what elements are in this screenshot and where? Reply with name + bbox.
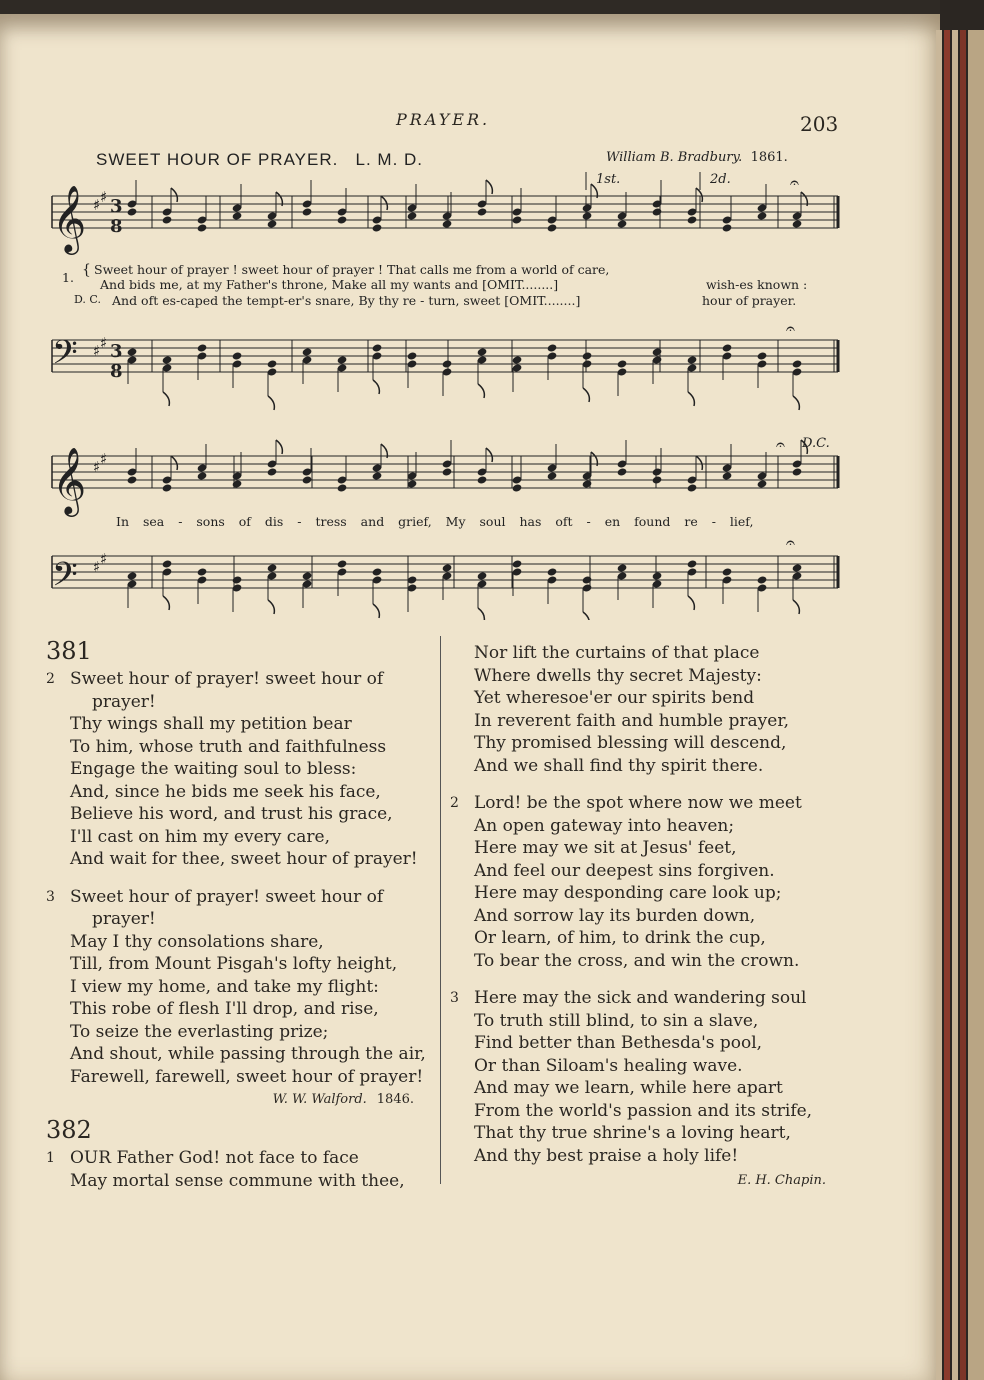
note-head	[792, 219, 803, 228]
note-head	[197, 471, 208, 480]
note-head	[512, 559, 523, 568]
note-head	[512, 483, 523, 492]
note-flag	[696, 188, 702, 202]
stanza	[450, 792, 840, 972]
note-head	[267, 359, 278, 368]
note-head	[617, 467, 628, 476]
note-flag	[688, 392, 694, 406]
stanza	[46, 668, 436, 871]
key-sharp-icon: ♯	[100, 334, 108, 352]
note-head	[582, 479, 593, 488]
note-head	[582, 211, 593, 220]
note-head	[617, 219, 628, 228]
note-head	[372, 471, 383, 480]
note-head	[512, 355, 523, 364]
note-head	[547, 343, 558, 352]
note-flag	[381, 196, 387, 210]
note-head	[617, 563, 628, 572]
note-head	[722, 567, 733, 576]
note-flag	[163, 392, 169, 406]
staff-lines	[52, 196, 838, 588]
note-head	[232, 479, 243, 488]
key-sharp-icon: ♯	[100, 550, 108, 568]
lyric-line: And bids me, at my Father's throne, Make all my wants and [OMIT........]	[100, 277, 559, 292]
dc-label: D. C.	[74, 293, 101, 306]
note-flag	[163, 596, 169, 610]
key-sharp-icon: ♯	[93, 196, 101, 214]
verse-line: Or learn, of him, to drink the cup,	[474, 928, 766, 948]
stanza-number: 2	[46, 671, 55, 687]
tune-meter: L. M. D.	[355, 150, 424, 169]
lyric-line-end: wish-es known :	[706, 277, 808, 292]
note-head	[512, 215, 523, 224]
note-head	[757, 479, 768, 488]
hymn-number: 381	[46, 637, 92, 665]
note-head	[547, 471, 558, 480]
note-flag	[801, 440, 807, 454]
verse-line: And, since he bids me seek his face,	[70, 781, 381, 802]
page-edge	[968, 30, 984, 1380]
verse-line: Find better than Bethesda's pool,	[474, 1033, 763, 1053]
note-head	[267, 563, 278, 572]
note-flag	[373, 380, 379, 394]
verse-line: This robe of flesh I'll drop, and rise,	[70, 999, 379, 1019]
verse-line: prayer!	[92, 691, 156, 712]
verse-line: To seize the everlasting prize;	[70, 1021, 329, 1042]
note-head	[232, 211, 243, 220]
hymn-number: 382	[46, 1116, 92, 1144]
verse-line: Here may desponding care look up;	[474, 883, 782, 903]
note-head	[722, 471, 733, 480]
fermata-icon: 𝄐	[776, 435, 785, 454]
verse-line: An open gateway into heaven;	[474, 815, 735, 836]
verse-line: Here may we sit at Jesus' feet,	[474, 838, 737, 858]
note-head	[302, 207, 313, 216]
verse-line: To bear the cross, and win the crown.	[474, 950, 800, 971]
verse-line: Yet wheresoe'er our spirits bend	[474, 688, 755, 708]
note-head	[582, 351, 593, 360]
note-head	[372, 223, 383, 232]
clefs	[52, 172, 799, 602]
note-head	[127, 475, 138, 484]
note-head	[337, 559, 348, 568]
stanza-number: 1	[46, 1150, 55, 1166]
left-column	[46, 636, 436, 1207]
verse-line: And we shall find thy spirit there.	[474, 755, 764, 776]
verse-line: I'll cast on him my every care,	[70, 826, 331, 847]
verse-line: Here may the sick and wandering soul	[474, 988, 807, 1008]
verse-line: And may we learn, while here apart	[474, 1078, 783, 1098]
note-flag	[486, 448, 492, 462]
note-head	[792, 563, 803, 572]
section-title: PRAYER.	[396, 110, 491, 129]
page-number: 203	[800, 112, 839, 136]
stanza-number: 3	[46, 888, 55, 905]
note-head	[687, 559, 698, 568]
note-head	[477, 475, 488, 484]
notes	[127, 180, 808, 620]
bass-clef-icon: 𝄢	[52, 334, 78, 380]
page-edge	[952, 30, 958, 1380]
stanza	[46, 1147, 436, 1192]
note-flag	[276, 440, 282, 454]
note-head	[337, 483, 348, 492]
note-head	[197, 223, 208, 232]
note-head	[162, 355, 173, 364]
note-flag	[583, 612, 589, 620]
note-flag	[171, 188, 177, 202]
note-head	[687, 215, 698, 224]
author-year: 1846.	[376, 1092, 414, 1107]
note-head	[722, 223, 733, 232]
note-head	[407, 351, 418, 360]
note-flag	[268, 600, 274, 614]
note-head	[652, 475, 663, 484]
time-signature-top: 3	[110, 341, 123, 362]
verse-line: From the world's passion and its strife,	[474, 1100, 813, 1121]
note-flag	[793, 600, 799, 614]
note-head	[197, 343, 208, 352]
brace-icon: {	[82, 262, 91, 278]
author-name: W. W. Walford.	[272, 1092, 367, 1107]
note-head	[687, 355, 698, 364]
note-head	[197, 567, 208, 576]
note-head	[302, 571, 313, 580]
fermata-icon: 𝄐	[790, 173, 799, 192]
tune-name: SWEET HOUR OF PRAYER.	[96, 150, 339, 169]
stanza	[46, 886, 436, 1089]
note-head	[232, 575, 243, 584]
column-divider	[440, 636, 441, 1184]
note-head	[442, 219, 453, 228]
treble-clef-icon: 𝄞	[52, 184, 87, 252]
note-head	[477, 571, 488, 580]
note-head	[547, 567, 558, 576]
verse-line: And feel our deepest sins forgiven.	[474, 860, 775, 881]
verse-line: Thy promised blessing will descend,	[474, 733, 787, 753]
verse-line: To truth still blind, to sin a slave,	[474, 1010, 759, 1031]
verse-line: Till, from Mount Pisgah's lofty height,	[70, 954, 398, 974]
verse-line: Engage the waiting soul to bless:	[70, 759, 357, 779]
stanza-number: 2	[450, 795, 459, 811]
note-flag	[793, 396, 799, 410]
note-head	[267, 219, 278, 228]
treble-clef-icon: 𝄞	[52, 446, 87, 514]
hymn-author: E. H. Chapin.	[737, 1173, 826, 1188]
note-head	[477, 347, 488, 356]
note-head	[582, 575, 593, 584]
lyric-line: And oft es-caped the tempt-er's snare, By thy re - turn, sweet [OMIT........]	[112, 293, 581, 308]
note-head	[127, 571, 138, 580]
stanza-number: 3	[450, 990, 459, 1006]
note-head	[687, 483, 698, 492]
time-signature-top: 3	[110, 196, 123, 217]
verse-line: Where dwells thy secret Majesty:	[474, 665, 762, 686]
verse-line: That thy true shrine's a loving heart,	[474, 1123, 791, 1143]
first-ending-label: 1st.	[596, 172, 621, 187]
right-column	[450, 642, 840, 1196]
second-ending-label: 2d.	[710, 172, 731, 187]
verse-line: In reverent faith and humble prayer,	[474, 710, 789, 731]
verse-line: Lord! be the spot where now we meet	[474, 793, 802, 813]
note-head	[792, 467, 803, 476]
note-head	[757, 351, 768, 360]
verse-line: And shout, while passing through the air,	[70, 1044, 426, 1064]
note-head	[267, 467, 278, 476]
verse-line: May mortal sense commune with thee,	[70, 1170, 405, 1191]
note-flag	[268, 396, 274, 410]
note-head	[757, 211, 768, 220]
bass-clef-icon: 𝄢	[52, 556, 78, 602]
note-head	[302, 347, 313, 356]
verse-line: Or than Siloam's healing wave.	[474, 1055, 743, 1076]
note-flag	[688, 596, 694, 610]
note-head	[302, 475, 313, 484]
verse-line: Farewell, farewell, sweet hour of prayer!	[70, 1066, 424, 1087]
key-sharp-icon: ♯	[100, 188, 108, 206]
key-sharp-icon: ♯	[93, 558, 101, 576]
note-head	[617, 359, 628, 368]
key-sharp-icon: ♯	[100, 450, 108, 468]
note-flag	[583, 388, 589, 402]
hymn-author	[46, 1091, 436, 1109]
time-signature-bottom: 8	[110, 216, 123, 237]
note-head	[652, 207, 663, 216]
verse-line: OUR Father God! not face to face	[70, 1148, 359, 1168]
note-head	[722, 343, 733, 352]
note-head	[337, 215, 348, 224]
note-head	[442, 359, 453, 368]
lyric-line: Sweet hour of prayer ! sweet hour of prayer ! That calls me from a world of care,	[94, 262, 610, 277]
note-head	[337, 355, 348, 364]
note-head	[372, 343, 383, 352]
note-head	[162, 559, 173, 568]
verse-number: 1.	[62, 270, 74, 285]
bar-lines	[52, 196, 838, 588]
note-flag	[373, 604, 379, 618]
note-head	[547, 223, 558, 232]
note-head	[442, 563, 453, 572]
key-sharp-icon: ♯	[93, 458, 101, 476]
note-head	[652, 347, 663, 356]
fermata-icon: 𝄐	[786, 533, 795, 552]
lyric-line-end: hour of prayer.	[702, 293, 797, 308]
page-edge	[944, 30, 950, 1380]
composer-year: 1861.	[750, 150, 788, 165]
note-flag	[696, 456, 702, 470]
note-head	[127, 207, 138, 216]
verse-line: Thy wings shall my petition bear	[70, 714, 352, 734]
note-head	[442, 467, 453, 476]
note-flag	[478, 384, 484, 398]
stanza	[450, 987, 840, 1167]
note-head	[652, 571, 663, 580]
verse-line: prayer!	[92, 909, 156, 929]
page-edge	[960, 30, 966, 1380]
verse-line: And thy best praise a holy life!	[474, 1145, 739, 1166]
note-flag	[486, 180, 492, 194]
verse-line: Sweet hour of prayer! sweet hour of	[70, 669, 384, 689]
note-head	[477, 207, 488, 216]
verse-line: May I thy consolations share,	[70, 931, 324, 952]
note-head	[792, 359, 803, 368]
key-sharp-icon: ♯	[93, 342, 101, 360]
verse-line: And sorrow lay its burden down,	[474, 905, 756, 926]
verse-line: Believe his word, and trust his grace,	[70, 804, 393, 824]
verse-line: Nor lift the curtains of that place	[474, 643, 760, 663]
note-head	[757, 575, 768, 584]
note-head	[407, 211, 418, 220]
composer-name: William B. Bradbury.	[606, 150, 743, 165]
verse-line: To him, whose truth and faithfulness	[70, 736, 387, 757]
note-head	[372, 567, 383, 576]
note-head	[127, 347, 138, 356]
fermata-icon: 𝄐	[786, 319, 795, 338]
verse-line: And wait for thee, sweet hour of prayer!	[70, 849, 418, 869]
note-flag	[478, 608, 484, 620]
stanza-continuation	[450, 642, 840, 777]
note-head	[162, 483, 173, 492]
note-head	[232, 351, 243, 360]
verse-line: Sweet hour of prayer! sweet hour of	[70, 886, 384, 907]
note-flag	[171, 456, 177, 470]
time-signature-bottom: 8	[110, 361, 123, 382]
verse-line: I view my home, and take my flight:	[70, 976, 379, 997]
note-head	[162, 215, 173, 224]
lyric-line: In sea - sons of dis - tress and grief, My soul has oft - en found re - lief,	[116, 514, 754, 529]
dc-mark: D.C.	[802, 436, 830, 451]
